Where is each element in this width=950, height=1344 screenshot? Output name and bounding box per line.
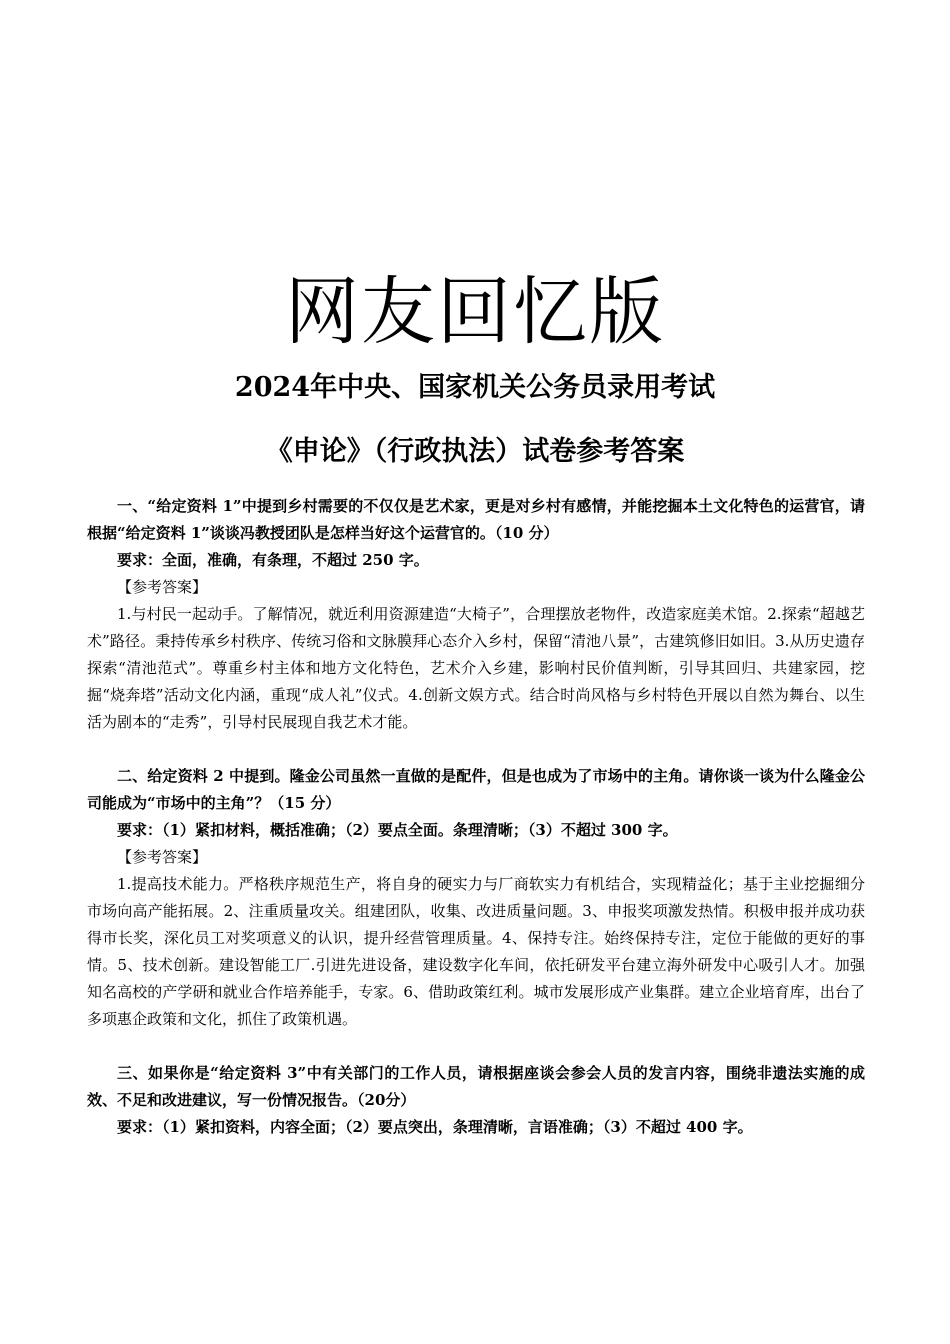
watermark-title: 网友回忆版 [285, 269, 665, 355]
document-body [87, 493, 865, 1141]
answer-label-1: 【参考答案】 [117, 578, 208, 596]
answer-label-2: 【参考答案】 [117, 848, 208, 866]
question-3: 三、如果你是“给定资料 3”中有关部门的工作人员，请根据座谈会参会人员的发言内容，围绕非遗法实施的成效、不足和改进建议，写一份情况报告。（20分） [87, 1064, 865, 1109]
answer-1: 1.与村民一起动手。了解情况，就近利用资源建造“大椅子”，合理摆放老物件，改造家庭美术馆。2.探索“超越艺术”路径。秉持传承乡村秩序、传统习俗和文脉膜拜心态介入乡村，保留“清池八景”，古建筑修旧如旧。3.从历史遗存探索“清池范式”。尊重乡村主体和地方文化特色，艺术介入乡建，影响村民价值判断，引导其回归、共建家园，挖掘“烧奔塔”活动文化内涵，重现“成人礼”仪式。4.创新文娱方式。结合时尚风格与乡村特色开展以自然为舞台、以生活为剧本的“走秀”，引导村民展现自我艺术才能。 [87, 605, 865, 731]
requirement-1: 要求：全面，准确，有条理，不超过 250 字。 [117, 551, 429, 569]
answer-2: 1.提高技术能力。严格秩序规范生产，将自身的硬实力与厂商软实力有机结合，实现精益化；基于主业挖掘细分市场向高产能拓展。2、注重质量攻关。组建团队，收集、改进质量问题。3、申报奖项激发热情。积极申报并成功获得市长奖，深化员工对奖项意义的认识，提升经营管理质量。4、保持专注。始终保持专注，定位于能做的更好的事情。5、技术创新。建设智能工厂.引进先进设备，建设数字化车间，依托研发平台建立海外研发中心吸引人才。加强知名高校的产学研和就业合作培养能手，专家。6、借助政策红利。城市发展形成产业集群。建立企业培育库，出台了多项惠企政策和文化，抓住了政策机遇。 [87, 875, 865, 1028]
question-1: 一、“给定资料 1”中提到乡村需要的不仅仅是艺术家，更是对乡村有感情，并能挖掘本土文化特色的运营官，请根据“给定资料 1”谈谈冯教授团队是怎样当好这个运营官的。（10 分） [87, 497, 865, 542]
paper-title: 《申论》（行政执法）试卷参考答案 [265, 436, 685, 467]
question-2: 二、给定资料 2 中提到。隆金公司虽然一直做的是配件，但是也成为了市场中的主角。请你谈一谈为什么隆金公司能成为“市场中的主角”？（15 分） [87, 767, 865, 812]
exam-title: 2024年中央、国家机关公务员录用考试 [234, 372, 716, 403]
requirement-3: 要求：（1）紧扣资料，内容全面；（2）要点突出，条理清晰，言语准确；（3）不超过 400 字。 [117, 1118, 753, 1136]
requirement-2: 要求：（1）紧扣材料，概括准确；（2）要点全面。条理清晰；（3）不超过 300 字。 [117, 821, 678, 839]
